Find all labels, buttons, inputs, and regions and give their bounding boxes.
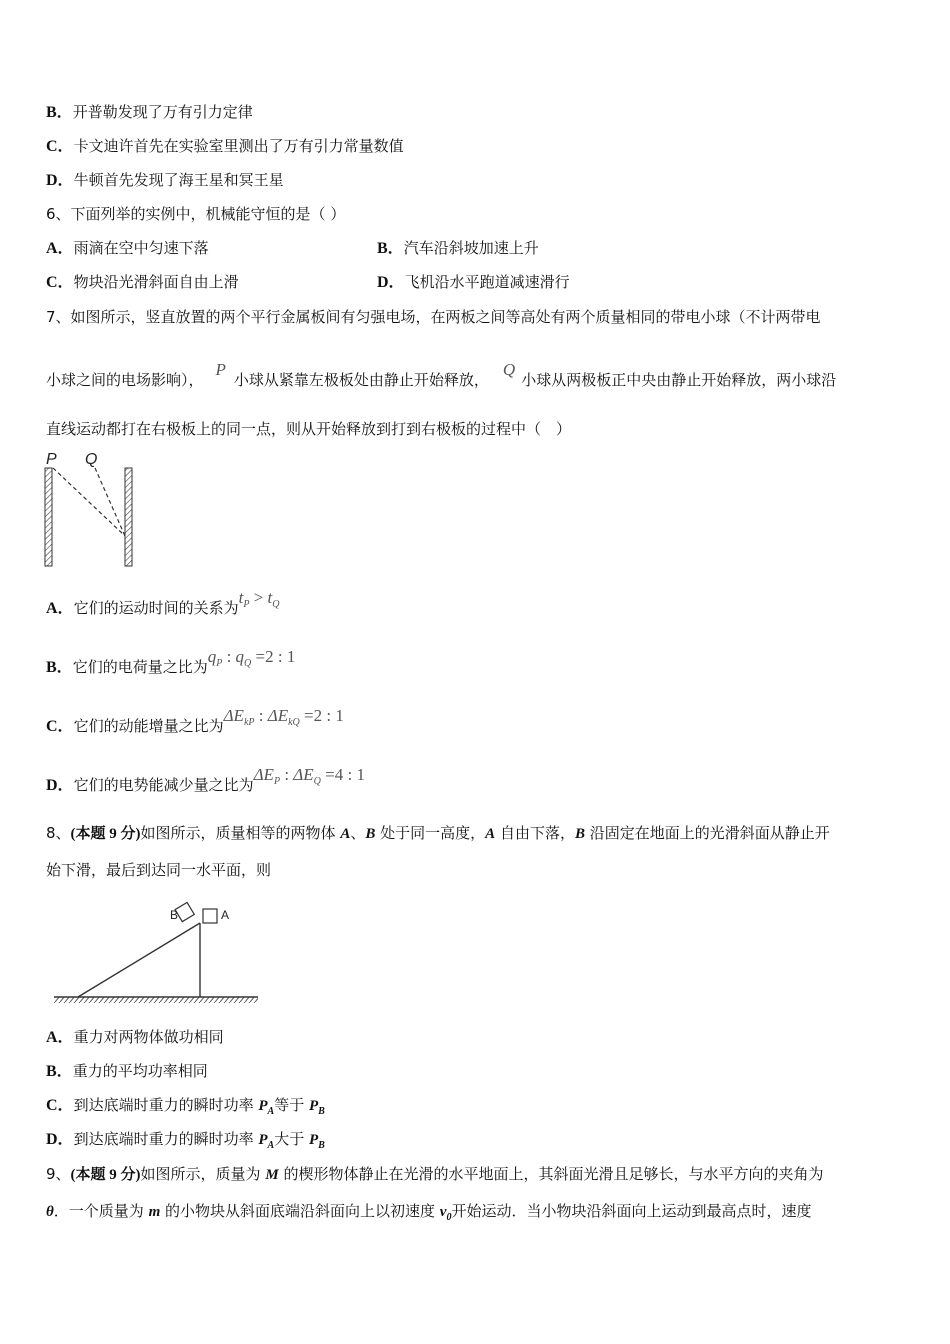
q7-capacitor-figure [40, 448, 140, 570]
label-b: B [170, 908, 179, 922]
q8-incline-figure [50, 900, 262, 1008]
p-trajectory [53, 468, 125, 536]
option-text: 飞机沿水平跑道减速滑行 [404, 273, 570, 291]
formula: $t_P > t_Q$ [238, 588, 280, 610]
option-text: 重力对两物体做功相同 [73, 1028, 224, 1046]
q7-option-c [46, 706, 344, 743]
q7-option-d [46, 765, 365, 802]
option-letter: D． [46, 777, 74, 794]
q7-stem-line1: 7、如图所示，竖直放置的两个平行金属板间有匀强电场，在两板之间等高处有两个质量相同的带电小球（不计两带电 [46, 308, 821, 326]
q8-option-a [46, 1027, 224, 1048]
q7-symbol-p: P [215, 360, 226, 379]
option-letter: B． [46, 1063, 73, 1080]
block-a [203, 909, 217, 923]
q5-option-b [46, 102, 253, 123]
q8-stem-line1: 8、(本题 9 分)如图所示，质量相等的两物体 A、B 处于同一高度，A 自由下落，B 沿固定在地面上的光滑斜面从静止开 [46, 824, 830, 842]
option-letter: D． [46, 1131, 74, 1148]
q6-option-a [46, 238, 209, 259]
option-letter: A． [46, 240, 74, 257]
option-letter: D． [46, 172, 74, 189]
q7-stem-line3: 直线运动都打在右极板上的同一点，则从开始释放到打到右极板的过程中（ ） [46, 420, 572, 438]
formula: $q_P$ : $q_Q =2$ : 1 [207, 647, 296, 669]
option-text: 卡文迪许首先在实验室里测出了万有引力常量数值 [73, 137, 404, 155]
label-p: P [46, 451, 57, 468]
option-letter: C． [46, 138, 74, 155]
option-letter: B． [377, 240, 404, 257]
q8-stem-line2: 始下滑，最后到达同一水平面，则 [46, 861, 272, 879]
option-text: 开普勒发现了万有引力定律 [72, 103, 253, 121]
q7-text: 小球从紧靠左极板处由静止开始释放， [233, 371, 489, 389]
option-text: 它们的动能增量之比为 [73, 717, 224, 735]
score-tag: (本题 9 分) [70, 1167, 141, 1183]
option-text: 牛顿首先发现了海王星和冥王星 [73, 171, 284, 189]
option-text: 雨滴在空中匀速下落 [73, 239, 209, 257]
label-a: A [221, 908, 230, 922]
option-text: 汽车沿斜坡加速上升 [403, 239, 539, 257]
q7-text: 小球之间的电场影响）， [46, 371, 204, 389]
q8-option-b [46, 1061, 208, 1082]
option-text: 它们的电荷量之比为 [72, 658, 208, 676]
option-letter: A． [46, 600, 74, 617]
q7-stem-line2 [46, 360, 837, 390]
option-letter: C． [46, 274, 74, 291]
formula: $\Delta E_P$ : $\Delta E_Q =4$ : 1 [253, 765, 365, 787]
q7-text: 小球从两极板正中央由静止开始释放，两小球沿 [521, 371, 837, 389]
q7-option-a [46, 588, 280, 625]
q6-stem: 6、下面列举的实例中，机械能守恒的是（ ） [46, 205, 346, 223]
left-plate [45, 468, 52, 566]
option-text: 它们的电势能减少量之比为 [73, 776, 254, 794]
q-trajectory [95, 468, 125, 536]
q9-stem-line1: 9、(本题 9 分)如图所示，质量为 M 的楔形物体静止在光滑的水平地面上，其斜面光滑且足够长，与水平方向的夹角为 [46, 1165, 824, 1183]
incline-surface [78, 923, 200, 997]
q8-option-d: D．到达底端时重力的瞬时功率 $P_A$大于 $P_B$ [46, 1130, 325, 1151]
label-q: Q [85, 451, 98, 468]
option-letter: D． [377, 274, 405, 291]
option-text: 物块沿光滑斜面自由上滑 [73, 273, 239, 291]
q6-option-b [377, 238, 539, 259]
q6-option-d [377, 272, 570, 293]
option-letter: C． [46, 1097, 74, 1114]
q7-option-b [46, 647, 296, 684]
ground-hatch [54, 997, 258, 1003]
q9-stem-line2: θ．一个质量为 m 的小物块从斜面底端沿斜面向上以初速度 $v_0$开始运动．当小物块沿斜面向上运动到最高点时，速度 [46, 1202, 812, 1223]
option-letter: B． [46, 659, 73, 676]
option-letter: C． [46, 718, 74, 735]
option-letter: B． [46, 104, 73, 121]
q7-symbol-q: Q [502, 360, 516, 379]
score-tag: (本题 9 分) [70, 826, 141, 842]
q6-option-c [46, 272, 239, 293]
option-text: 它们的运动时间的关系为 [73, 599, 239, 617]
q8-option-c: C．到达底端时重力的瞬时功率 $P_A$等于 $P_B$ [46, 1096, 325, 1117]
q5-option-c [46, 136, 404, 157]
option-letter: A． [46, 1029, 74, 1046]
q5-option-d [46, 170, 284, 191]
option-text: 重力的平均功率相同 [72, 1062, 208, 1080]
right-plate [125, 468, 132, 566]
formula: $\Delta E_{kP}$ : $\Delta E_{kQ} =2$ : 1 [223, 706, 344, 728]
